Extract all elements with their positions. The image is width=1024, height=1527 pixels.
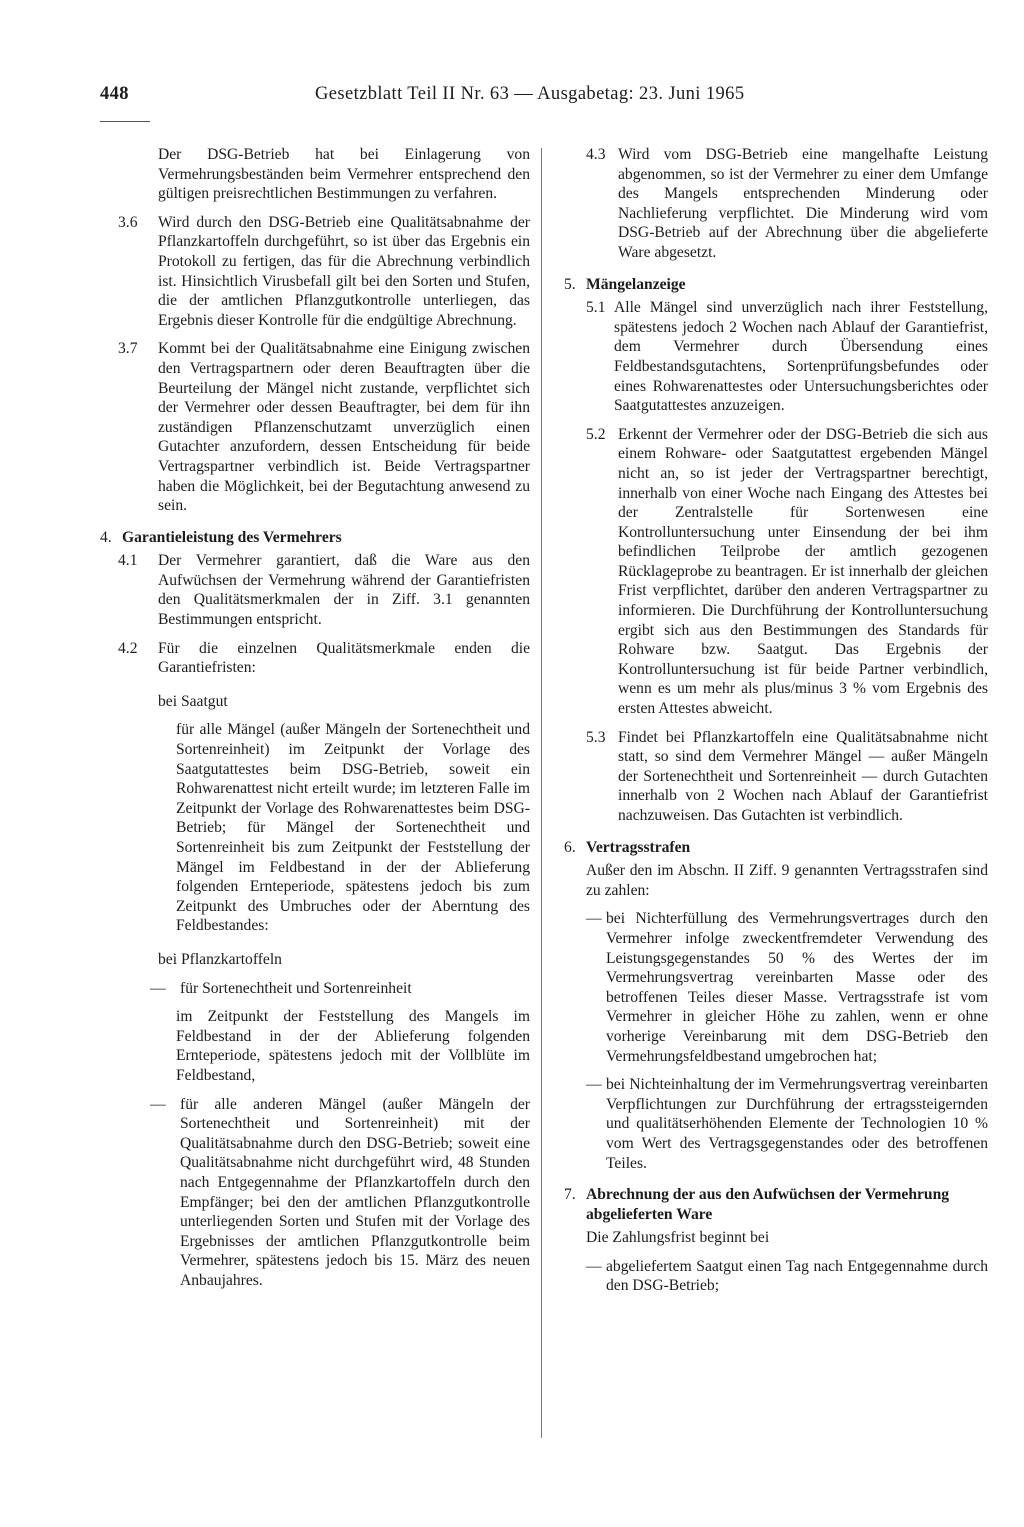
saatgut-text: für alle Mängel (außer Mängeln der Sortenechtheit und Sortenreinheit) im Zeitpunkt der Vorlage des Saatgutattestes beim DSG-Betrieb, soweit ein Rohwarenattest nicht erteilt wurde; im letzteren Falle im Zeitpunkt der Vorlage des Rohwarenattestes beim DSG-Betrieb; für Mängel der Sortenechtheit und Sortenreinheit bis zum Zeitpunkt der Feststellung der Mängel im Feldbestand in der der Ablieferung folgenden Ernteperiode, spätestens jedoch bis zum Zeitpunkt des Umbruches oder der Aberntung des Feldbestandes:	[176, 721, 530, 935]
payment-intro: Die Zahlungsfrist beginnt bei	[586, 1229, 770, 1247]
heading-text: Mängelanzeige	[586, 275, 686, 293]
heading-number: 7.	[564, 1186, 576, 1204]
gazette-title: Gesetzblatt Teil II Nr. 63 — Ausgabetag: 23. Juni 1965	[315, 84, 745, 104]
kartoffel-label: bei Pflanzkartoffeln	[158, 950, 282, 968]
section-text: Für die einzelnen Qualitätsmerkmale enden die Garantiefristen:	[158, 639, 530, 677]
kartoffel-item-1-text: im Zeitpunkt der Feststellung des Mangels im Feldbestand in der der Ablieferung folgenden Ernteperiode, spätestens jedoch mit der Vollblüte im Feldbestand,	[176, 1008, 530, 1084]
section-5-2	[586, 425, 988, 719]
kartoffel-item-2	[150, 1095, 530, 1291]
dash: —	[586, 1076, 602, 1094]
heading-text: Abrechnung der aus den Aufwüchsen der Vermehrung abgelieferten Ware	[586, 1186, 950, 1223]
section-number: 3.7	[118, 340, 138, 358]
section-text: Erkennt der Vermehrer oder der DSG-Betrieb die sich aus einem Rohware- oder Saatgutattest ergebenden Mängel nicht an, so ist jeder der Vertragspartner berechtigt, innerhalb von einer Woche nach Eingang des Attestes bei der Zentralstelle für Sortenwesen eine Kontrolluntersuchung unter Einsendung der bei ihm befindlichen Teilprobe der amtlich gezogenen Rücklageprobe zu beantragen. Er ist innerhalb der gleichen Frist verpflichtet, darüber den anderen Vertragspartner zu informieren. Die Durchführung der Kontrolluntersuchung ergibt sich aus den Bestimmungen des Standards für Rohware bzw. Saatgut. Das Ergebnis der Kontrolluntersuchung ist für beide Partner verbindlich, wenn es um mehr als plus/minus 3 % vom Ergebnis des ersten Attestes abweicht.	[618, 425, 988, 718]
heading-text: Garantieleistung des Vermehrers	[122, 528, 342, 546]
section-4-2	[118, 639, 530, 678]
heading-number: 6.	[564, 838, 576, 856]
section-text: Kommt bei der Qualitätsabnahme eine Einigung zwischen den Vertragspartnern oder deren Beauftragten über die Beurteilung der Mängel nicht zustande, verpflichtet sich der Vermehrer oder dessen Beauftragter, bei dem für ihn zuständigen Pflanzenschutzamt unverzüglich einen Gutachter anzufordern, dessen Entscheidung für beide Vertragspartner verbindlich ist. Beide Vertragspartner haben die Möglichkeit, bei der Begutachtung anwesend zu sein.	[158, 340, 530, 515]
section-number: 4.3	[586, 146, 606, 163]
section-text: Der Vermehrer garantiert, daß die Ware aus den Aufwüchsen der Vermehrung während der Garantiefristen den Qualitätsmerkmalen der in Ziff. 3.1 genannten Bestimmungen entspricht.	[158, 552, 530, 629]
heading-4	[100, 528, 530, 548]
dash: —	[586, 910, 602, 928]
section-3-6	[118, 213, 530, 331]
page-number: 448	[100, 84, 129, 104]
section-number: 4.1	[118, 552, 138, 570]
heading-5	[564, 275, 988, 295]
section-number: 4.2	[118, 639, 138, 657]
header-rule	[100, 121, 150, 122]
section-number: 5.1	[586, 299, 606, 317]
right-column	[556, 145, 988, 1305]
section-5-3	[586, 728, 988, 826]
heading-text: Vertragsstrafen	[586, 838, 691, 856]
dash: —	[586, 1257, 602, 1275]
heading-number: 5.	[564, 275, 576, 293]
heading-6	[564, 838, 988, 858]
penalty-item-b	[586, 1075, 988, 1173]
section-4-1	[118, 551, 530, 629]
item-label: für Sortenechtheit und Sortenreinheit	[180, 979, 412, 997]
section-text: Wird vom DSG-Betrieb eine mangelhafte Leistung abgenommen, so ist der Vermehrer zu einer dem Umfange des Mangels entsprechenden Minderung oder Nachlieferung verpflichtet. Die Minderung wird vom DSG-Betrieb auf der Abrechnung über die abgelieferte Ware abgesetzt.	[618, 146, 988, 261]
section-number: 5.3	[586, 728, 606, 746]
dash: —	[150, 979, 166, 997]
heading-7	[564, 1185, 988, 1224]
section-4-3	[586, 145, 988, 263]
dash: —	[150, 1095, 166, 1113]
left-column	[100, 145, 530, 1299]
payment-item-a	[586, 1257, 988, 1296]
intro-paragraph: Der DSG-Betrieb hat bei Einlagerung von Vermehrungsbeständen beim Vermehrer entsprechend den gültigen preisrechtlichen Bestimmungen zu verfahren.	[158, 146, 530, 203]
section-number: 3.6	[118, 213, 138, 231]
section-5-1	[586, 298, 988, 416]
kartoffel-item-1	[150, 979, 530, 999]
page-header	[100, 84, 790, 114]
penalty-item-a	[586, 909, 988, 1066]
section-text: Wird durch den DSG-Betrieb eine Qualitätsabnahme der Pflanzkartoffeln durchgeführt, so ist über das Ergebnis ein Protokoll zu fertigen, das für die Abrechnung verbindlich ist. Hinsichtlich Virusbefall gilt bei den Sorten und Stufen, die der amtlichen Pflanzgutkontrolle unterliegen, das Ergebnis dieser Kontrolle für die endgültige Abrechnung.	[158, 213, 530, 329]
penalties-intro: Außer den im Abschn. II Ziff. 9 genannten Vertragsstrafen sind zu zahlen:	[586, 862, 988, 899]
item-text: bei Nichteinhaltung der im Vermehrungsvertrag vereinbarten Verpflichtungen zur Durchführung der ertragssteigernden und qualitätserhöhenden Elemente der Technologien 10 % vom Wert des Vertragsgegenstandes oder des betroffenen Teiles.	[606, 1076, 988, 1172]
section-number: 5.2	[586, 425, 606, 443]
saatgut-label: bei Saatgut	[158, 692, 228, 710]
item-text: abgeliefertem Saatgut einen Tag nach Entgegennahme durch den DSG-Betrieb;	[606, 1257, 988, 1295]
item-text: bei Nichterfüllung des Vermehrungsvertrages durch den Vermehrer infolge zweckentfremdeter Verwendung des Leistungsgegenstandes 50 % des Wertes der im Vermehrungsvertrag vereinbarten Masse oder des betroffenen Teiles dieser Masse. Vertragsstrafe ist vom Vermehrer in gleicher Höhe zu zahlen, wenn er ohne vorherige Vereinbarung mit dem DSG-Betrieb den Vermehrungsfeldbestand umgebrochen hat;	[606, 910, 988, 1065]
column-divider	[541, 148, 542, 1438]
section-text: Findet bei Pflanzkartoffeln eine Qualitätsabnahme nicht statt, so sind dem Vermehrer Mängel — außer Mängeln der Sortenechtheit und Sortenreinheit — durch Gutachten innerhalb von 2 Wochen nach Ablauf der Garantiefrist nachzuweisen. Das Gutachten ist verbindlich.	[618, 728, 988, 824]
section-text: Alle Mängel sind unverzüglich nach ihrer Feststellung, spätestens jedoch 2 Wochen nach Ablauf der Garantiefrist, dem Vermehrer durch Übersendung eines Feldbestandsgutachtens, Sortenprüfungsbefundes oder eines Rohwarenattestes oder Untersuchungsberichtes oder Saatgutattestes anzuzeigen.	[614, 299, 988, 415]
section-3-7	[118, 339, 530, 515]
heading-number: 4.	[100, 528, 112, 546]
item-text: für alle anderen Mängel (außer Mängeln der Sortenechtheit und Sortenreinheit) mit der Qualitätsabnahme durch den DSG-Betrieb; soweit eine Qualitätsabnahme nicht durchgeführt wird, 48 Stunden nach Entgegennahme der Pflanzkartoffeln durch den Empfänger; bei den der amtlichen Pflanzgutkontrolle unterliegenden Sorten und Stufen mit der Vorlage des Ergebnisses der amtlichen Pflanzgutkontrolle beim Vermehrer, spätestens jedoch bis 15. März des neuen Anbaujahres.	[180, 1095, 530, 1289]
